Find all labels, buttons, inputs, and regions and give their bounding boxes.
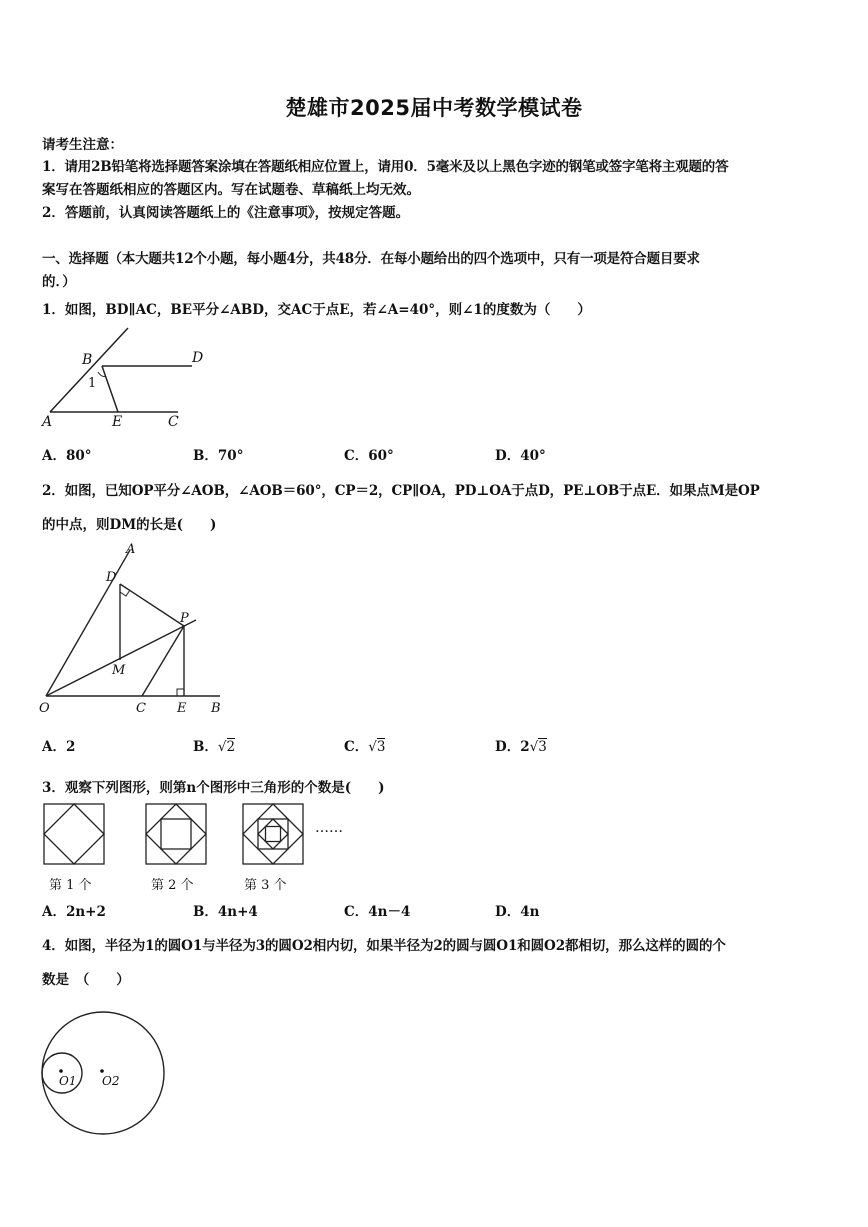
notice-line-1: 1．请用2B铅笔将选择题答案涂填在答题纸相应位置上，请用0．5毫米及以上黑色字迹的钢笔或签字笔将主观题的答 — [42, 159, 729, 175]
q2-option-c — [344, 735, 385, 755]
notice-line-2: 案写在答题纸相应的答题区内。写在试题卷、草稿纸上均无效。 — [42, 182, 420, 198]
sqrt-symbol: √ — [368, 739, 377, 755]
q2-option-a: A．2 — [42, 739, 76, 755]
label-c: C — [168, 414, 179, 430]
label-d: D — [106, 570, 117, 585]
question-4-stem-line-1: 4．如图，半径为1的圆O1与半径为3的圆O2相内切，如果半径为2的圆与圆O1和圆O2都相切，那么这样的圆的个 — [42, 938, 726, 954]
question-3-stem: 3．观察下列图形，则第n个图形中三角形的个数是( ) — [42, 780, 385, 796]
label-c: C — [136, 701, 146, 716]
q3-option-d: D．4n — [495, 904, 540, 920]
question-3-figure-2 — [145, 803, 207, 865]
q2-option-c-prefix: C． — [344, 739, 369, 755]
section-heading-line-2: 的．） — [42, 274, 76, 290]
q2-option-b-radicand: 2 — [226, 739, 236, 755]
label-o1: O1 — [59, 1074, 77, 1088]
question-2-stem-line-2: 的中点，则DM的长是( ) — [42, 517, 217, 533]
q1-option-b: B．70° — [193, 448, 244, 464]
q1-option-c: C．60° — [344, 448, 394, 464]
q1-option-a: A．80° — [42, 448, 92, 464]
q3-option-c: C．4n－4 — [344, 904, 411, 920]
figure-caption-3: 第 3 个 — [244, 878, 287, 893]
question-2-stem-line-1: 2．如图，已知OP平分∠AOB，∠AOB＝60°，CP＝2，CP∥OA，PD⊥OA于点D，PE⊥OB于点E．如果点M是OP — [42, 483, 760, 499]
label-o: O — [39, 701, 50, 716]
q2-option-d — [495, 735, 547, 755]
label-d: D — [192, 350, 204, 366]
label-e: E — [112, 414, 123, 430]
q2-option-d-radicand: 3 — [538, 739, 547, 755]
label-p: P — [180, 611, 189, 626]
label-angle-1: 1 — [88, 376, 97, 391]
q2-option-b-prefix: B． — [193, 739, 218, 755]
question-1-figure — [40, 326, 210, 436]
label-b: B — [211, 701, 221, 716]
label-o2: O2 — [102, 1074, 120, 1088]
sqrt-symbol: √ — [217, 739, 227, 755]
figure-ellipsis: …… — [315, 820, 343, 836]
page-title: 楚雄市2025届中考数学模试卷 — [285, 96, 583, 120]
notice-heading: 请考生注意： — [42, 137, 123, 153]
q1-option-d: D．40° — [495, 448, 546, 464]
section-heading-line-1: 一、选择题（本大题共12个小题，每小题4分，共48分．在每小题给出的四个选项中，只有一项是符合题目要求 — [42, 251, 700, 267]
question-3-figure-1 — [43, 803, 105, 865]
q3-option-a: A．2n+2 — [42, 904, 106, 920]
label-e: E — [177, 701, 187, 716]
label-b: B — [82, 352, 93, 368]
question-3-figure-3 — [242, 803, 304, 865]
figure-caption-1: 第 1 个 — [49, 878, 92, 893]
label-m: M — [112, 663, 126, 678]
sqrt-symbol: √ — [529, 739, 539, 755]
figure-caption-2: 第 2 个 — [151, 878, 194, 893]
label-a: A — [42, 414, 53, 430]
question-4-stem-line-2: 数是 （ ） — [42, 972, 130, 988]
q2-option-c-radicand: 3 — [376, 739, 386, 755]
notice-line-3: 2．答题前，认真阅读答题纸上的《注意事项》，按规定答题。 — [42, 205, 410, 221]
q2-option-b — [193, 735, 235, 755]
q3-option-b: B．4n+4 — [193, 904, 258, 920]
question-4-figure — [40, 1010, 170, 1140]
question-2-figure — [36, 540, 236, 720]
label-a: A — [126, 542, 136, 557]
q2-option-d-prefix: D．2 — [495, 739, 530, 755]
question-1-stem: 1．如图，BD∥AC，BE平分∠ABD，交AC于点E，若∠A=40°，则∠1的度数为（ ） — [42, 302, 591, 318]
